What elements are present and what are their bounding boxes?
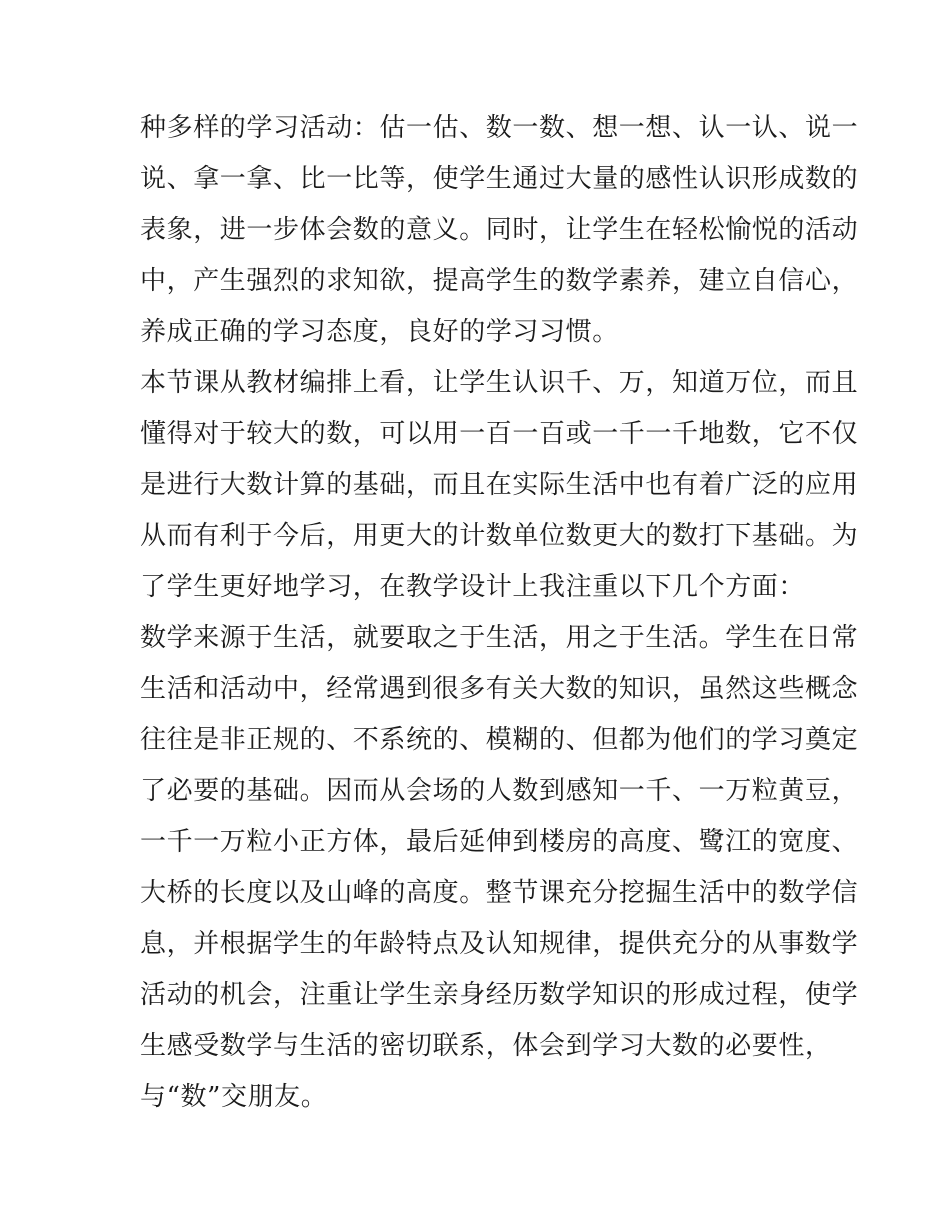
text-line: 了学生更好地学习，在教学设计上我注重以下几个方面： xyxy=(140,572,806,602)
text-line: 养成正确的学习态度，良好的学习习惯。 xyxy=(140,317,619,347)
text-line: 表象，进一步体会数的意义。同时，让学生在轻松愉悦的活动 xyxy=(140,215,859,245)
text-line: 说、拿一拿、比一比等，使学生通过大量的感性认识形成数的 xyxy=(140,164,859,194)
text-line: 往往是非正规的、不系统的、模糊的、但都为他们的学习奠定 xyxy=(140,725,859,755)
text-line: 与“数”交朋友。 xyxy=(140,1082,328,1112)
text-line: 是进行大数计算的基础，而且在实际生活中也有着广泛的应用 xyxy=(140,470,859,500)
text-line: 生感受数学与生活的密切联系，体会到学习大数的必要性， xyxy=(140,1031,832,1061)
text-line: 活动的机会，注重让学生亲身经历数学知识的形成过程，使学 xyxy=(140,980,859,1010)
text-line: 数学来源于生活，就要取之于生活，用之于生活。学生在日常 xyxy=(140,623,859,653)
text-line: 了必要的基础。因而从会场的人数到感知一千、一万粒黄豆， xyxy=(140,776,859,806)
text-line: 一千一万粒小正方体，最后延伸到楼房的高度、鹭江的宽度、 xyxy=(140,827,859,857)
text-line: 生活和活动中，经常遇到很多有关大数的知识，虽然这些概念 xyxy=(140,674,859,704)
text-line: 从而有利于今后，用更大的计数单位数更大的数打下基础。为 xyxy=(140,521,859,551)
text-line: 中，产生强烈的求知欲，提高学生的数学素养，建立自信心， xyxy=(140,266,859,296)
text-line: 大桥的长度以及山峰的高度。整节课充分挖掘生活中的数学信 xyxy=(140,878,859,908)
text-line: 种多样的学习活动：估一估、数一数、想一想、认一认、说一 xyxy=(140,113,859,143)
text-line: 本节课从教材编排上看，让学生认识千、万，知道万位，而且 xyxy=(140,368,859,398)
text-line: 懂得对于较大的数，可以用一百一百或一千一千地数，它不仅 xyxy=(140,419,859,449)
text-line: 息，并根据学生的年龄特点及认知规律，提供充分的从事数学 xyxy=(140,929,859,959)
